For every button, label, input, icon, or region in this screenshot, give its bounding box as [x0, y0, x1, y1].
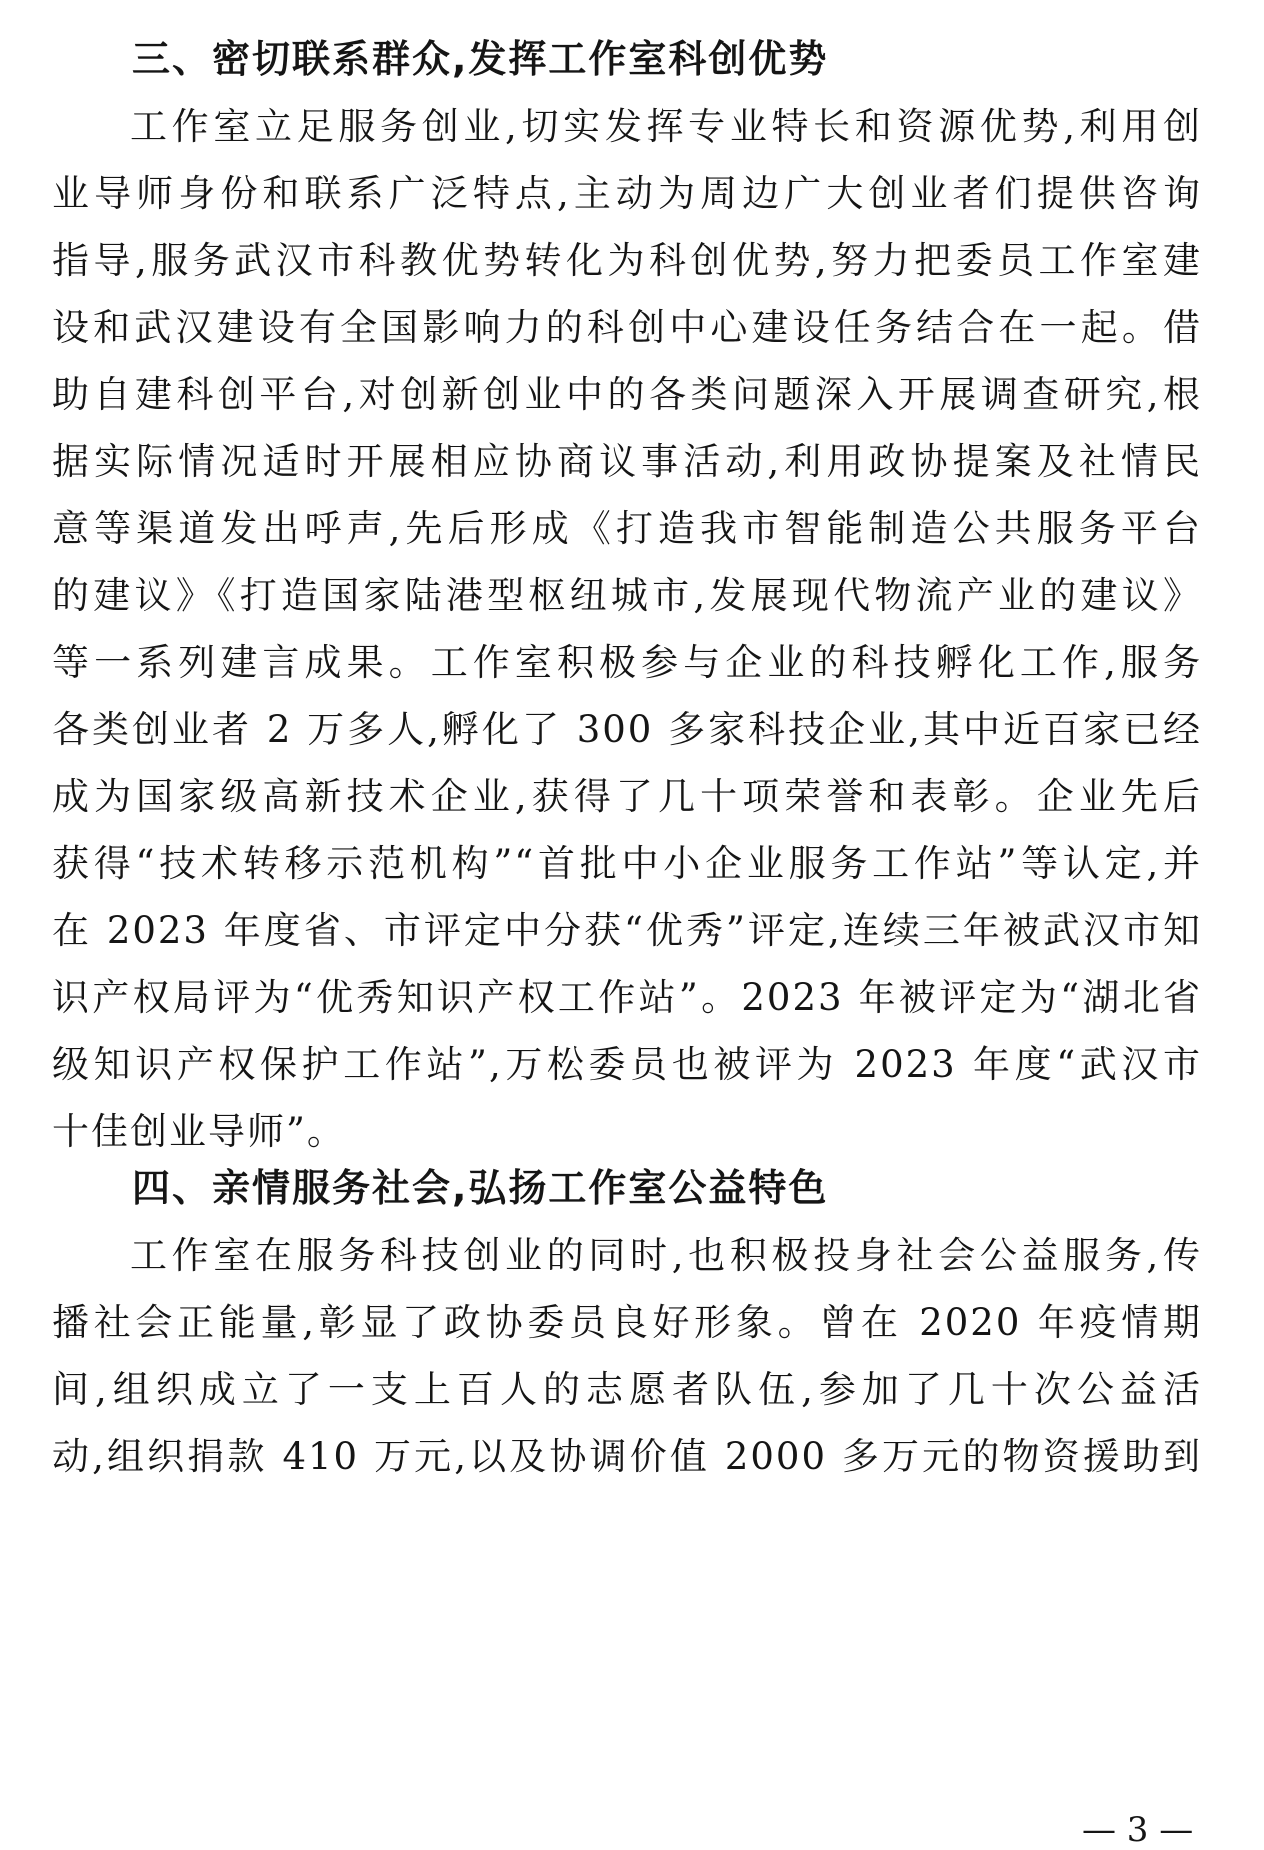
page-number: — 3 —: [1082, 1810, 1194, 1850]
paragraph-line: 工作室立足服务创业,切实发挥专业特长和资源优势,利用创: [130, 105, 1202, 148]
paragraph-line: 动,组织捐款 410 万元,以及协调价值 2000 多万元的物资援助到: [52, 1435, 1202, 1478]
paragraph-line: 在 2023 年度省、市评定中分获“优秀”评定,连续三年被武汉市知: [52, 909, 1202, 952]
paragraph-line: 等一系列建言成果。工作室积极参与企业的科技孵化工作,服务: [52, 641, 1202, 684]
paragraph-line: 间,组织成立了一支上百人的志愿者队伍,参加了几十次公益活: [52, 1368, 1202, 1411]
paragraph-line: 指导,服务武汉市科教优势转化为科创优势,努力把委员工作室建: [52, 239, 1202, 282]
section-heading-4: 四、亲情服务社会,弘扬工作室公益特色: [132, 1166, 829, 1210]
paragraph-line: 设和武汉建设有全国影响力的科创中心建设任务结合在一起。借: [52, 306, 1202, 349]
paragraph-line: 级知识产权保护工作站”,万松委员也被评为 2023 年度“武汉市: [52, 1043, 1202, 1086]
paragraph-line: 获得“技术转移示范机构”“首批中小企业服务工作站”等认定,并: [52, 842, 1202, 885]
section-heading-3: 三、密切联系群众,发挥工作室科创优势: [132, 37, 829, 81]
paragraph-line: 意等渠道发出呼声,先后形成《打造我市智能制造公共服务平台: [52, 507, 1202, 550]
paragraph-line: 识产权局评为“优秀知识产权工作站”。2023 年被评定为“湖北省: [52, 976, 1202, 1019]
paragraph-line: 据实际情况适时开展相应协商议事活动,利用政协提案及社情民: [52, 440, 1202, 483]
paragraph-line: 助自建科创平台,对创新创业中的各类问题深入开展调查研究,根: [52, 373, 1202, 416]
paragraph-line: 业导师身份和联系广泛特点,主动为周边广大创业者们提供咨询: [52, 172, 1202, 215]
paragraph-line: 成为国家级高新技术企业,获得了几十项荣誉和表彰。企业先后: [52, 775, 1202, 818]
paragraph-line: 各类创业者 2 万多人,孵化了 300 多家科技企业,其中近百家已经: [52, 708, 1202, 751]
paragraph-line: 工作室在服务科技创业的同时,也积极投身社会公益服务,传: [130, 1234, 1202, 1277]
paragraph-line: 播社会正能量,彰显了政协委员良好形象。曾在 2020 年疫情期: [52, 1301, 1202, 1344]
paragraph-line: 十佳创业导师”。: [52, 1110, 346, 1153]
paragraph-line: 的建议》《打造国家陆港型枢纽城市,发展现代物流产业的建议》: [52, 574, 1202, 617]
